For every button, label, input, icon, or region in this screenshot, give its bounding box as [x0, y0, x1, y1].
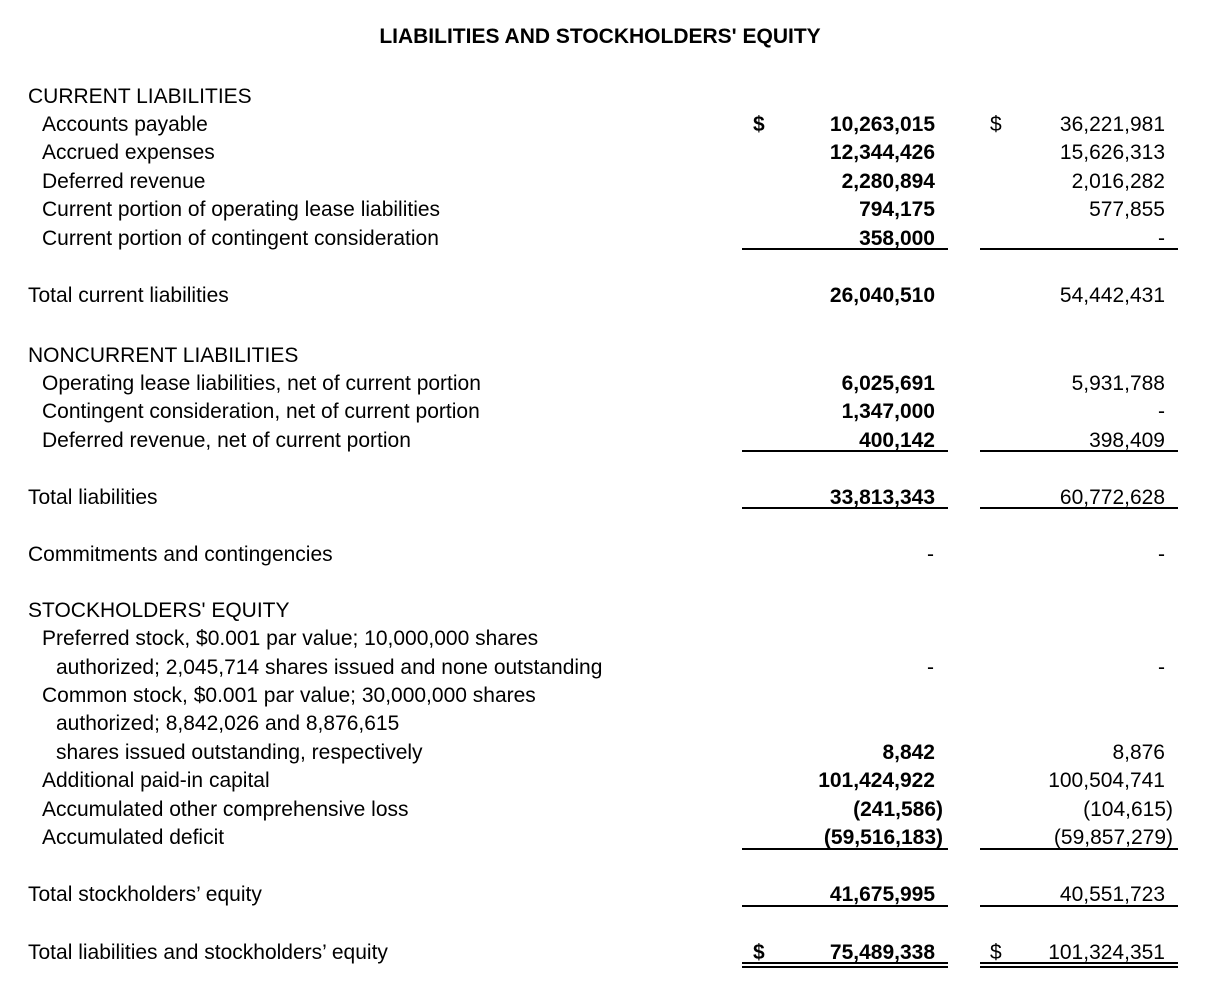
commitments-col2: -	[1158, 543, 1165, 566]
current-liabilities-header: CURRENT LIABILITIES	[28, 85, 252, 108]
value-current-contingent-col2: -	[1158, 227, 1165, 250]
equity-rule-col2	[980, 848, 1178, 850]
commitments-label: Commitments and contingencies	[28, 543, 333, 566]
value-accounts-payable-col1: 10,263,015	[829, 113, 935, 136]
preferred-stock-label-line2: authorized; 2,045,714 shares issued and none outstanding	[56, 656, 603, 679]
equity-total-rule-col1	[742, 905, 948, 907]
stockholders-equity-header: STOCKHOLDERS' EQUITY	[28, 599, 290, 622]
total-stockholders-equity-col2: 40,551,723	[1059, 883, 1165, 906]
common-stock-col1: 8,842	[882, 741, 935, 764]
row-label-current-contingent: Current portion of contingent consideration	[42, 227, 439, 250]
preferred-stock-col2: -	[1158, 656, 1165, 679]
total-current-liabilities-col1: 26,040,510	[829, 284, 935, 307]
grand-total-col2: 101,324,351	[1048, 941, 1165, 964]
row-label-accounts-payable: Accounts payable	[42, 113, 208, 136]
grand-total-rule-col2-b	[980, 966, 1178, 968]
row-label-operating-lease-noncurrent: Operating lease liabilities, net of current portion	[42, 372, 481, 395]
preferred-stock-col1: -	[927, 656, 934, 679]
row-label-deferred-revenue-noncurrent: Deferred revenue, net of current portion	[42, 429, 411, 452]
total-stockholders-equity-label: Total stockholders’ equity	[28, 883, 262, 906]
currency-symbol-col2: $	[990, 113, 1002, 136]
value-accrued-expenses-col1: 12,344,426	[829, 141, 935, 164]
grand-total-rule-col1-b	[742, 966, 948, 968]
accumulated-deficit-label: Accumulated deficit	[42, 826, 225, 849]
common-stock-col2: 8,876	[1112, 741, 1165, 764]
accumulated-deficit-col2: (59,857,279)	[1053, 826, 1173, 849]
value-accrued-expenses-col2: 15,626,313	[1059, 141, 1165, 164]
aocl-label: Accumulated other comprehensive loss	[42, 798, 409, 821]
value-current-contingent-col1: 358,000	[859, 227, 935, 250]
grand-total-rule-col2-a	[980, 962, 1178, 964]
commitments-col1: -	[927, 543, 934, 566]
value-current-operating-lease-col2: 577,855	[1089, 198, 1165, 221]
total-liabilities-rule-col2	[980, 507, 1178, 509]
value-deferred-revenue-col1: 2,280,894	[841, 170, 935, 193]
value-contingent-noncurrent-col1: 1,347,000	[841, 400, 935, 423]
row-label-deferred-revenue: Deferred revenue	[42, 170, 206, 193]
apic-label: Additional paid-in capital	[42, 769, 270, 792]
value-deferred-revenue-noncurrent-col1: 400,142	[859, 429, 935, 452]
noncurrent-rule-col1	[742, 450, 948, 452]
grand-total-currency-col2: $	[990, 941, 1002, 964]
total-liabilities-col2: 60,772,628	[1059, 486, 1165, 509]
row-label-contingent-noncurrent: Contingent consideration, net of current portion	[42, 400, 480, 423]
value-operating-lease-noncurrent-col1: 6,025,691	[841, 372, 935, 395]
row-label-current-operating-lease: Current portion of operating lease liabilities	[42, 198, 441, 221]
total-current-liabilities-label: Total current liabilities	[28, 284, 229, 307]
equity-rule-col1	[742, 848, 948, 850]
grand-total-col1: 75,489,338	[829, 941, 935, 964]
preferred-stock-label-line1: Preferred stock, $0.001 par value; 10,000,000 shares	[42, 627, 539, 650]
apic-col1: 101,424,922	[818, 769, 935, 792]
noncurrent-rule-col2	[980, 450, 1178, 452]
value-deferred-revenue-noncurrent-col2: 398,409	[1089, 429, 1165, 452]
row-label-accrued-expenses: Accrued expenses	[42, 141, 215, 164]
common-stock-label-line1: Common stock, $0.001 par value; 30,000,000 shares	[42, 684, 536, 707]
grand-total-label: Total liabilities and stockholders’ equity	[28, 941, 388, 964]
total-liabilities-rule-col1	[742, 507, 948, 509]
value-current-operating-lease-col1: 794,175	[859, 198, 935, 221]
grand-total-rule-col1-a	[742, 962, 948, 964]
subtotal-rule-col2	[980, 248, 1178, 250]
aocl-col2: (104,615)	[1083, 798, 1173, 821]
apic-col2: 100,504,741	[1048, 769, 1165, 792]
aocl-col1: (241,586)	[853, 798, 943, 821]
common-stock-label-line3: shares issued outstanding, respectively	[56, 741, 423, 764]
total-current-liabilities-col2: 54,442,431	[1059, 284, 1165, 307]
equity-total-rule-col2	[980, 905, 1178, 907]
value-operating-lease-noncurrent-col2: 5,931,788	[1071, 372, 1165, 395]
currency-symbol-col1: $	[753, 113, 765, 136]
accumulated-deficit-col1: (59,516,183)	[823, 826, 943, 849]
total-liabilities-col1: 33,813,343	[829, 486, 935, 509]
common-stock-label-line2: authorized; 8,842,026 and 8,876,615	[56, 712, 400, 735]
statement-title: LIABILITIES AND STOCKHOLDERS' EQUITY	[379, 25, 821, 48]
total-liabilities-label: Total liabilities	[28, 486, 158, 509]
total-stockholders-equity-col1: 41,675,995	[829, 883, 935, 906]
value-accounts-payable-col2: 36,221,981	[1059, 113, 1165, 136]
subtotal-rule-col1	[742, 248, 948, 250]
grand-total-currency-col1: $	[753, 941, 765, 964]
value-deferred-revenue-col2: 2,016,282	[1071, 170, 1165, 193]
noncurrent-liabilities-header: NONCURRENT LIABILITIES	[28, 344, 299, 367]
value-contingent-noncurrent-col2: -	[1158, 400, 1165, 423]
